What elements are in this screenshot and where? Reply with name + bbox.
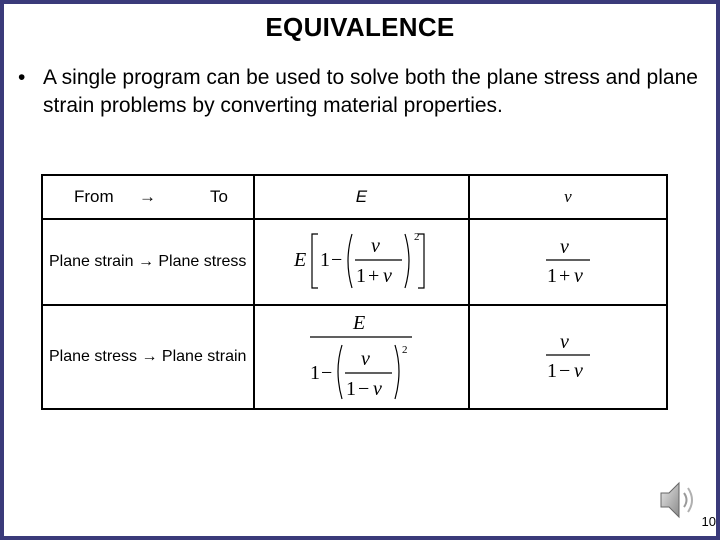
formula-svg bbox=[296, 307, 426, 403]
slide-title: EQUIVALENCE bbox=[265, 12, 455, 42]
formula-e-strain-to-stress bbox=[254, 219, 469, 305]
bullet-point bbox=[18, 64, 698, 120]
symbol-minus: − bbox=[558, 359, 571, 382]
exponent: 2 bbox=[414, 230, 420, 243]
symbol-nu: ν bbox=[383, 264, 393, 287]
symbol-nu: ν bbox=[361, 347, 371, 370]
header-to: To bbox=[210, 187, 228, 206]
symbol-one: 1 bbox=[310, 361, 321, 384]
symbol-one: 1 bbox=[320, 248, 331, 271]
exponent: 2 bbox=[402, 343, 408, 356]
formula-svg bbox=[538, 230, 598, 290]
header-e: E bbox=[254, 175, 469, 219]
bullet-marker: • bbox=[18, 66, 26, 89]
row-label-strain-to-stress: Plane strain → Plane stress bbox=[42, 219, 254, 305]
symbol-one: 1 bbox=[546, 359, 557, 382]
formula-nu-strain-to-stress bbox=[469, 219, 667, 305]
symbol-minus: − bbox=[331, 248, 343, 271]
header-from: From bbox=[74, 187, 114, 206]
symbol-e: E bbox=[353, 311, 366, 334]
symbol-nu: ν bbox=[559, 235, 569, 258]
symbol-one: 1 bbox=[356, 264, 367, 287]
header-nu: ν bbox=[469, 175, 667, 219]
symbol-nu: ν bbox=[373, 377, 383, 400]
symbol-nu: ν bbox=[371, 234, 381, 257]
symbol-nu: ν bbox=[559, 330, 569, 353]
table-row bbox=[42, 305, 667, 409]
symbol-plus: + bbox=[368, 264, 380, 287]
formula-svg bbox=[286, 224, 436, 296]
formula-svg bbox=[538, 325, 598, 385]
symbol-one: 1 bbox=[546, 264, 557, 287]
header-from-to bbox=[42, 175, 254, 219]
table-header-row bbox=[42, 175, 667, 219]
symbol-minus: − bbox=[358, 377, 370, 400]
bullet-text: A single program can be used to solve both the plane stress and plane strain problems by converting material properties. bbox=[43, 66, 698, 117]
symbol-nu: ν bbox=[573, 359, 583, 382]
page-number: 10 bbox=[701, 514, 716, 529]
equivalence-table bbox=[41, 174, 668, 410]
symbol-one: 1 bbox=[346, 377, 357, 400]
symbol-nu: ν bbox=[573, 264, 583, 287]
formula-e-stress-to-strain bbox=[254, 305, 469, 409]
table-row bbox=[42, 219, 667, 305]
symbol-minus: − bbox=[321, 361, 333, 384]
symbol-e: E bbox=[294, 248, 307, 271]
row-label-stress-to-strain: Plane stress → Plane strain bbox=[42, 305, 254, 409]
formula-nu-stress-to-strain bbox=[469, 305, 667, 409]
header-arrow: → bbox=[139, 187, 156, 206]
symbol-plus: + bbox=[558, 264, 571, 287]
